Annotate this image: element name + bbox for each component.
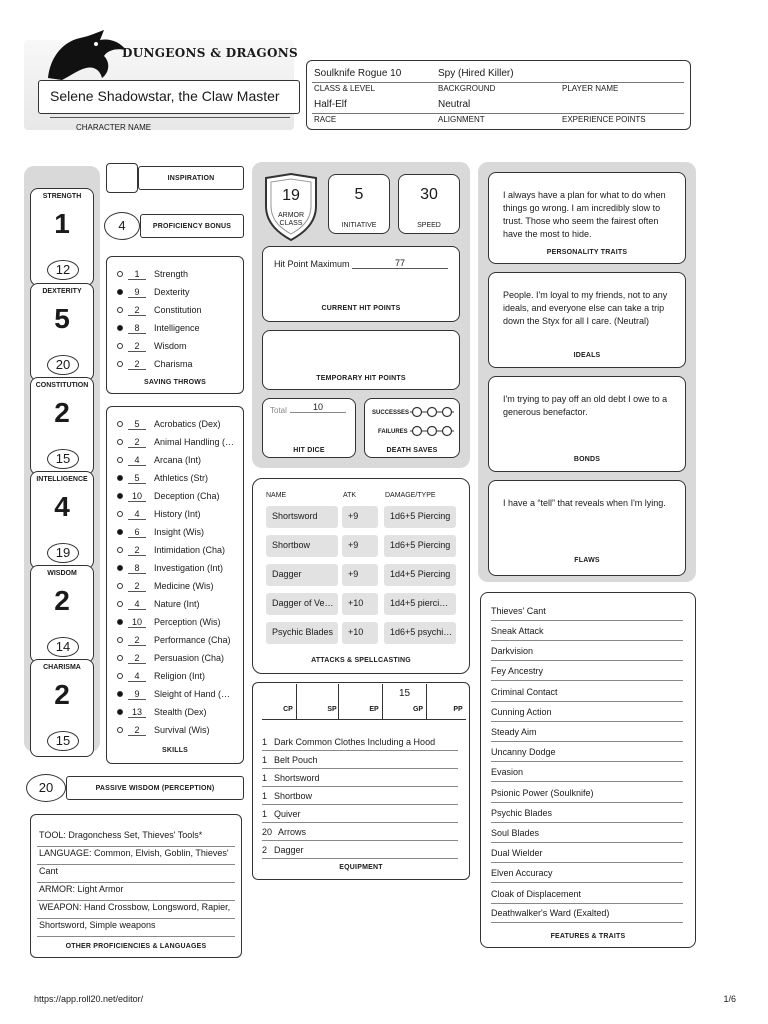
background-label: BACKGROUND: [438, 84, 496, 93]
initiative-label: INITIATIVE: [341, 222, 377, 229]
equipment-qty: 20: [262, 827, 273, 837]
feature-item[interactable]: Deathwalker's Ward (Exalted): [491, 903, 683, 923]
skill-name: Religion (Int): [154, 671, 206, 681]
feature-item[interactable]: Uncanny Dodge: [491, 742, 683, 762]
proficiency-dot[interactable]: [117, 421, 123, 427]
skill-row[interactable]: [107, 721, 243, 739]
equipment-qty: 1: [262, 791, 268, 801]
proficiency-dot[interactable]: [117, 511, 123, 517]
save-value: 9: [128, 287, 146, 298]
skill-row[interactable]: [107, 451, 243, 469]
bonds-text: I'm trying to pay off an old debt I owe to a generous benefactor.: [503, 394, 668, 417]
proficiency-dot[interactable]: [117, 529, 123, 535]
ability-modifier[interactable]: 1: [54, 208, 70, 239]
proficiency-dot[interactable]: [117, 673, 123, 679]
proficiencies-panel: [30, 814, 242, 958]
pp-label: PP: [453, 706, 463, 713]
proficiency-dot[interactable]: [117, 655, 123, 661]
proficiency-dot[interactable]: [117, 583, 123, 589]
skill-row[interactable]: [107, 469, 243, 487]
coin-divider: [296, 684, 297, 720]
hp-max-label: Hit Point Maximum: [274, 259, 350, 269]
class-level-label: CLASS & LEVEL: [314, 84, 375, 93]
coin-divider: [338, 684, 339, 720]
header-line-2: [312, 113, 684, 114]
skill-row[interactable]: [107, 577, 243, 595]
proficiencies-label: OTHER PROFICIENCIES & LANGUAGES: [65, 943, 207, 950]
sp-label: SP: [327, 706, 337, 713]
feature-item[interactable]: Fey Ancestry: [491, 661, 683, 681]
inspiration-label: INSPIRATION: [167, 175, 215, 182]
hp-max-value[interactable]: 77: [352, 258, 448, 269]
skill-name: Acrobatics (Dex): [154, 419, 221, 429]
equipment-label: EQUIPMENT: [339, 864, 383, 871]
death-save-success-circles-icon[interactable]: [410, 406, 454, 418]
save-value: 8: [128, 323, 146, 334]
proficiency-dot[interactable]: [117, 307, 123, 313]
save-row[interactable]: [107, 319, 243, 337]
ability-charisma: [30, 659, 94, 757]
skill-value: 5: [128, 419, 146, 430]
ability-score[interactable]: 14: [47, 637, 79, 657]
attacks-label: ATTACKS & SPELLCASTING: [311, 657, 411, 664]
skill-name: Nature (Int): [154, 599, 200, 609]
skill-row[interactable]: [107, 415, 243, 433]
proficiency-dot[interactable]: [117, 601, 123, 607]
proficiency-dot[interactable]: [117, 637, 123, 643]
player-name-label: PLAYER NAME: [562, 84, 619, 93]
skill-row[interactable]: [107, 541, 243, 559]
character-name-label: CHARACTER NAME: [76, 123, 152, 132]
equipment-qty: 1: [262, 809, 268, 819]
equipment-name: Quiver: [274, 809, 301, 819]
ability-score[interactable]: 15: [47, 731, 79, 751]
feature-item[interactable]: Cunning Action: [491, 702, 683, 722]
proficiency-dot[interactable]: [117, 619, 123, 625]
successes-label: SUCCESSES: [372, 410, 410, 416]
feature-item[interactable]: Darkvision: [491, 641, 683, 661]
equipment-name: Shortbow: [274, 791, 313, 801]
equipment-qty: 2: [262, 845, 268, 855]
inspiration-box[interactable]: [106, 163, 138, 193]
proficiency-dot[interactable]: [117, 493, 123, 499]
skill-row[interactable]: [107, 523, 243, 541]
skill-name: Athletics (Str): [154, 473, 209, 483]
skill-value: 4: [128, 455, 146, 466]
proficiency-dot[interactable]: [117, 457, 123, 463]
bonds-label: BONDS: [573, 456, 601, 463]
proficiency-dot[interactable]: [117, 289, 123, 295]
skill-name: Animal Handling (…: [154, 437, 235, 447]
ability-intelligence: [30, 471, 94, 569]
skill-row[interactable]: [107, 613, 243, 631]
skill-value: 2: [128, 581, 146, 592]
features-label: FEATURES & TRAITS: [550, 933, 626, 940]
ideals-box[interactable]: [488, 272, 686, 368]
ep-label: EP: [369, 706, 379, 713]
attack-bonus[interactable]: +10: [342, 622, 378, 644]
save-value: 2: [128, 305, 146, 316]
dragon-logo-icon: [40, 28, 130, 82]
saving-throws-panel: [106, 256, 244, 394]
ability-score[interactable]: 20: [47, 355, 79, 375]
passive-wisdom-label: PASSIVE WISDOM (PERCEPTION): [95, 785, 215, 792]
flaws-box[interactable]: [488, 480, 686, 576]
proficiency-line: LANGUAGE: Common, Elvish, Goblin, Thieves': [37, 845, 235, 865]
skill-value: 2: [128, 545, 146, 556]
attack-bonus[interactable]: +9: [342, 564, 378, 586]
proficiency-line: Shortsword, Simple weapons: [37, 917, 235, 937]
save-name: Intelligence: [154, 323, 200, 333]
skill-name: Survival (Wis): [154, 725, 210, 735]
feature-item[interactable]: Steady Aim: [491, 722, 683, 742]
proficiency-line: Cant: [37, 863, 235, 883]
xp-label: EXPERIENCE POINTS: [562, 115, 646, 124]
equipment-item[interactable]: [262, 733, 458, 751]
attacks-col-atk: ATK: [343, 492, 357, 499]
skill-row[interactable]: [107, 667, 243, 685]
skill-row[interactable]: [107, 649, 243, 667]
proficiency-dot[interactable]: [117, 727, 123, 733]
attacks-col-name: NAME: [266, 492, 287, 499]
attack-damage[interactable]: 1d6+5 psychi…: [384, 622, 456, 644]
save-name: Charisma: [154, 359, 193, 369]
ideals-text: People. I'm loyal to my friends, not to any ideals, and everyone else can take a trip down the Styx for all I care. (Neutral): [503, 290, 668, 326]
attack-name[interactable]: Shortbow: [266, 535, 338, 557]
passive-wisdom-value[interactable]: 20: [38, 780, 54, 795]
ability-name: STRENGTH: [42, 193, 82, 200]
equipment-item[interactable]: [262, 769, 458, 787]
features-panel: [480, 592, 696, 948]
equipment-item[interactable]: [262, 751, 458, 769]
skill-name: Performance (Cha): [154, 635, 231, 645]
ability-score[interactable]: 12: [47, 260, 79, 280]
equipment-qty: 1: [262, 773, 268, 783]
attack-bonus[interactable]: +9: [342, 535, 378, 557]
skill-value: 10: [128, 491, 146, 502]
skill-value: 4: [128, 599, 146, 610]
attack-damage[interactable]: 1d6+5 Piercing: [384, 506, 456, 528]
hit-dice-total-value[interactable]: 10: [290, 402, 346, 413]
class-level-value[interactable]: Soulknife Rogue 10: [314, 68, 402, 79]
attack-bonus[interactable]: +10: [342, 593, 378, 615]
ability-modifier[interactable]: 5: [54, 303, 70, 334]
footer-page-number: 1/6: [723, 994, 736, 1004]
background-value[interactable]: Spy (Hired Killer): [438, 68, 514, 79]
feature-item[interactable]: Psychic Blades: [491, 803, 683, 823]
temp-hp-label: TEMPORARY HIT POINTS: [316, 375, 406, 382]
feature-item[interactable]: Cloak of Displacement: [491, 884, 683, 904]
skill-name: Perception (Wis): [154, 617, 221, 627]
death-save-failure-circles-icon[interactable]: [410, 425, 454, 437]
equipment-name: Dark Common Clothes Including a Hood: [274, 737, 436, 747]
attack-damage[interactable]: 1d4+5 pierci…: [384, 593, 456, 615]
race-label: RACE: [314, 115, 337, 124]
ability-name: WISDOM: [47, 570, 77, 577]
saving-throws-label: SAVING THROWS: [144, 379, 206, 386]
equipment-name: Belt Pouch: [274, 755, 318, 765]
ability-name: CHARISMA: [43, 664, 81, 671]
proficiency-dot[interactable]: [117, 475, 123, 481]
ability-name: DEXTERITY: [42, 288, 82, 295]
attack-bonus[interactable]: +9: [342, 506, 378, 528]
save-name: Dexterity: [154, 287, 190, 297]
equipment-qty: 1: [262, 737, 268, 747]
attack-damage[interactable]: 1d4+5 Piercing: [384, 564, 456, 586]
skill-value: 9: [128, 689, 146, 700]
feature-item[interactable]: Sneak Attack: [491, 621, 683, 641]
proficiency-bonus-value[interactable]: 4: [118, 218, 126, 233]
proficiency-dot[interactable]: [117, 547, 123, 553]
alignment-value[interactable]: Neutral: [438, 99, 471, 110]
feature-item[interactable]: Criminal Contact: [491, 682, 683, 702]
skill-value: 8: [128, 563, 146, 574]
ability-modifier[interactable]: 2: [54, 585, 70, 616]
hit-dice-total-label: Total: [270, 406, 287, 415]
proficiency-dot[interactable]: [117, 691, 123, 697]
personality-label: PERSONALITY TRAITS: [546, 249, 628, 256]
armor-class-label: ARMOR CLASS: [277, 212, 305, 227]
skill-value: 6: [128, 527, 146, 538]
save-row[interactable]: [107, 355, 243, 373]
ability-modifier[interactable]: 2: [54, 679, 70, 710]
skill-value: 2: [128, 653, 146, 664]
equipment-item[interactable]: [262, 787, 458, 805]
feature-item[interactable]: Dual Wielder: [491, 843, 683, 863]
equipment-item[interactable]: [262, 841, 458, 859]
logo-text: DUNGEONS & DRAGONS: [122, 46, 298, 60]
save-name: Constitution: [154, 305, 202, 315]
attack-name[interactable]: Dagger: [266, 564, 338, 586]
proficiency-dot[interactable]: [117, 709, 123, 715]
flaws-text: I have a “tell” that reveals when I'm lying.: [503, 498, 666, 508]
armor-class-shield-icon: [260, 172, 322, 242]
proficiency-line: ARMOR: Light Armor: [37, 881, 235, 901]
gp-label: GP: [412, 706, 424, 713]
failures-label: FAILURES: [378, 429, 408, 435]
skill-row[interactable]: [107, 559, 243, 577]
save-row[interactable]: [107, 283, 243, 301]
race-value[interactable]: Half-Elf: [314, 99, 347, 110]
equipment-item[interactable]: [262, 805, 458, 823]
proficiency-dot[interactable]: [117, 343, 123, 349]
alignment-label: ALIGNMENT: [438, 115, 485, 124]
proficiency-dot[interactable]: [117, 325, 123, 331]
death-saves-label: DEATH SAVES: [386, 447, 438, 454]
attack-name[interactable]: Shortsword: [266, 506, 338, 528]
skill-name: Arcana (Int): [154, 455, 202, 465]
ability-modifier[interactable]: 4: [54, 491, 70, 522]
equipment-name: Shortsword: [274, 773, 320, 783]
attack-name[interactable]: Dagger of Ve…: [266, 593, 338, 615]
skill-value: 5: [128, 473, 146, 484]
speed-value[interactable]: 30: [420, 186, 438, 203]
ability-constitution: [30, 377, 94, 475]
skill-row[interactable]: [107, 685, 243, 703]
cp-label: CP: [283, 706, 293, 713]
skill-name: History (Int): [154, 509, 201, 519]
hit-dice-label: HIT DICE: [293, 447, 325, 454]
skill-row[interactable]: [107, 487, 243, 505]
skill-name: Intimidation (Cha): [154, 545, 226, 555]
ability-wisdom: [30, 565, 94, 663]
coin-grid: [262, 684, 466, 720]
proficiency-dot[interactable]: [117, 361, 123, 367]
skill-name: Persuasion (Cha): [154, 653, 225, 663]
skill-row[interactable]: [107, 433, 243, 451]
ability-score[interactable]: 19: [47, 543, 79, 563]
skill-row[interactable]: [107, 703, 243, 721]
ability-name: INTELLIGENCE: [36, 476, 88, 483]
feature-item[interactable]: Soul Blades: [491, 823, 683, 843]
proficiency-line: WEAPON: Hand Crossbow, Longsword, Rapier,: [37, 899, 235, 919]
header-line-1: [312, 82, 684, 83]
skill-name: Deception (Cha): [154, 491, 220, 501]
feature-item[interactable]: Evasion: [491, 762, 683, 782]
initiative-value[interactable]: 5: [354, 186, 364, 203]
ideals-label: IDEALS: [573, 352, 601, 359]
skill-name: Sleight of Hand (…: [154, 689, 231, 699]
ability-modifier[interactable]: 2: [54, 397, 70, 428]
save-row[interactable]: [107, 265, 243, 283]
name-underline: [50, 117, 290, 118]
flaws-label: FLAWS: [574, 557, 600, 564]
skill-value: 4: [128, 509, 146, 520]
skill-value: 2: [128, 725, 146, 736]
skills-panel: [106, 406, 244, 764]
skill-name: Stealth (Dex): [154, 707, 207, 717]
save-value: 1: [128, 269, 146, 280]
personality-box[interactable]: [488, 172, 686, 264]
proficiency-line: TOOL: Dragonchess Set, Thieves' Tools*: [37, 827, 235, 847]
save-name: Wisdom: [154, 341, 187, 351]
equipment-item[interactable]: [262, 823, 458, 841]
skill-row[interactable]: [107, 631, 243, 649]
save-name: Strength: [154, 269, 189, 279]
skill-name: Insight (Wis): [154, 527, 205, 537]
save-value: 2: [128, 341, 146, 352]
ability-score[interactable]: 15: [47, 449, 79, 469]
attacks-col-dmg: DAMAGE/TYPE: [385, 492, 436, 499]
skill-value: 10: [128, 617, 146, 628]
gp-value[interactable]: 15: [398, 688, 411, 699]
equipment-name: Arrows: [278, 827, 307, 837]
save-row[interactable]: [107, 337, 243, 355]
skill-row[interactable]: [107, 595, 243, 613]
proficiency-label: PROFICIENCY BONUS: [152, 223, 232, 230]
skill-row[interactable]: [107, 505, 243, 523]
coin-divider: [426, 684, 427, 720]
feature-item[interactable]: Elven Accuracy: [491, 863, 683, 883]
skills-label: SKILLS: [161, 747, 189, 754]
speed-label: SPEED: [417, 222, 441, 229]
current-hp-label: CURRENT HIT POINTS: [321, 305, 401, 312]
armor-class-value[interactable]: 19: [282, 187, 300, 204]
save-value: 2: [128, 359, 146, 370]
ability-strength: [30, 188, 94, 286]
ability-name: CONSTITUTION: [35, 382, 89, 389]
equipment-qty: 1: [262, 755, 268, 765]
skill-name: Medicine (Wis): [154, 581, 214, 591]
feature-item[interactable]: Psionic Power (Soulknife): [491, 783, 683, 803]
personality-text: I always have a plan for what to do when things go wrong. I am incredibly slow to trust. Those who seem the fairest often have the most to hide.: [503, 190, 666, 239]
footer-url[interactable]: https://app.roll20.net/editor/: [34, 994, 144, 1004]
save-row[interactable]: [107, 301, 243, 319]
attack-damage[interactable]: 1d6+5 Piercing: [384, 535, 456, 557]
feature-item[interactable]: Thieves' Cant: [491, 601, 683, 621]
ability-dexterity: [30, 283, 94, 381]
skill-value: 2: [128, 635, 146, 646]
bonds-box[interactable]: [488, 376, 686, 472]
proficiency-dot[interactable]: [117, 565, 123, 571]
skill-value: 2: [128, 437, 146, 448]
equipment-name: Dagger: [274, 845, 304, 855]
proficiency-dot[interactable]: [117, 271, 123, 277]
skill-name: Investigation (Int): [154, 563, 224, 573]
character-name[interactable]: Selene Shadowstar, the Claw Master: [50, 88, 280, 104]
proficiency-dot[interactable]: [117, 439, 123, 445]
skill-value: 4: [128, 671, 146, 682]
attack-name[interactable]: Psychic Blades: [266, 622, 338, 644]
skill-value: 13: [128, 707, 146, 718]
